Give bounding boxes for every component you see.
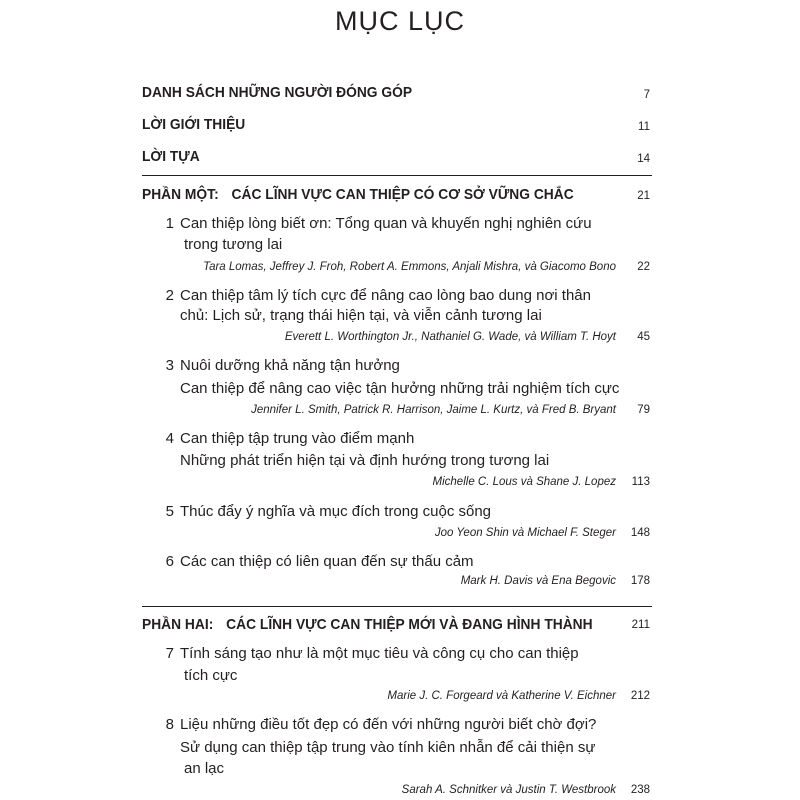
chapter-number: 3: [165, 357, 174, 374]
chapter-title-line: chủ: Lịch sử, trạng thái hiện tại, và viễn cảnh tương lai: [180, 307, 542, 324]
front-matter-label: LỜI GIỚI THIỆU: [142, 116, 246, 133]
chapter-authors: Joo Yeon Shin và Michael F. Steger: [434, 527, 616, 539]
section-divider: [142, 606, 652, 607]
chapter-title-line: Thúc đẩy ý nghĩa và mục đích trong cuộc sống: [180, 503, 492, 520]
chapter-authors: Jennifer L. Smith, Patrick R. Harrison, Jaime L. Kurtz, và Fred B. Bryant: [251, 404, 616, 416]
chapter-title-line: Sử dụng can thiệp tập trung vào tính kiên nhẫn để cải thiện sự: [180, 739, 596, 756]
chapter-title-line: trong tương lai: [184, 236, 283, 253]
chapter-number: 5: [165, 503, 174, 520]
chapter-title-line: Liệu những điều tốt đẹp có đến với những người biết chờ đợi?: [180, 716, 597, 733]
chapter-title-line: Nuôi dưỡng khả năng tận hưởng: [180, 357, 400, 374]
part-title: [142, 616, 593, 633]
chapter-title-line: an lạc: [184, 760, 225, 777]
page-number: 22: [637, 261, 650, 273]
page-number: 178: [630, 575, 650, 587]
front-matter-label: LỜI TỰA: [142, 148, 200, 165]
page-number: 211: [631, 619, 650, 631]
part-label: PHẦN MỘT:: [142, 186, 219, 203]
chapter-authors: Sarah A. Schnitker và Justin T. Westbrook: [401, 784, 616, 796]
chapter-title-line: Can thiệp lòng biết ơn: Tổng quan và khuyến nghị nghiên cứu: [180, 215, 592, 232]
chapter-number: 8: [165, 716, 174, 733]
chapter-authors: Mark H. Davis và Ena Begovic: [460, 575, 616, 587]
chapter-number: 1: [165, 215, 174, 232]
chapter-title-line: Các can thiệp có liên quan đến sự thấu cảm: [180, 553, 474, 570]
part-name: CÁC LĨNH VỰC CAN THIỆP MỚI VÀ ĐANG HÌNH THÀNH: [226, 616, 593, 633]
chapter-title-line: Can thiệp để nâng cao việc tận hưởng những trải nghiệm tích cực: [180, 380, 620, 397]
chapter-title-line: tích cực: [184, 667, 238, 684]
page-number: 113: [631, 476, 650, 488]
page-number: 11: [638, 121, 650, 133]
page-number: 7: [643, 89, 650, 101]
page-number: 148: [630, 527, 650, 539]
chapter-title-line: Những phát triển hiện tại và định hướng trong tương lai: [180, 452, 550, 469]
page-number: 212: [630, 690, 650, 702]
chapter-number: 4: [165, 430, 174, 447]
part-name: CÁC LĨNH VỰC CAN THIỆP CÓ CƠ SỞ VỮNG CHẮC: [231, 186, 574, 203]
chapter-authors: Michelle C. Lous và Shane J. Lopez: [432, 476, 616, 488]
chapter-authors: Marie J. C. Forgeard và Katherine V. Eichner: [387, 690, 616, 702]
page-number: 45: [637, 331, 650, 343]
chapter-number: 6: [165, 553, 174, 570]
section-divider: [142, 175, 652, 176]
chapter-title-line: Tính sáng tạo như là một mục tiêu và công cụ cho can thiệp: [180, 645, 579, 662]
chapter-title-line: Can thiệp tâm lý tích cực để nâng cao lòng bao dung nơi thân: [180, 287, 591, 304]
page-title: MỤC LỤC: [334, 6, 465, 36]
chapter-authors: Everett L. Worthington Jr., Nathaniel G. Wade, và William T. Hoyt: [284, 331, 616, 343]
page-number: 21: [637, 190, 650, 202]
chapter-number: 7: [165, 645, 174, 662]
chapter-authors: Tara Lomas, Jeffrey J. Froh, Robert A. Emmons, Anjali Mishra, và Giacomo Bono: [203, 261, 616, 273]
chapter-number: 2: [165, 287, 174, 304]
chapter-title-line: Can thiệp tập trung vào điểm mạnh: [180, 430, 415, 447]
page-number: 79: [637, 404, 650, 416]
front-matter-label: DANH SÁCH NHỮNG NGƯỜI ĐÓNG GÓP: [142, 84, 413, 101]
part-label: PHẦN HAI:: [142, 616, 214, 633]
part-title: [142, 186, 574, 203]
page-number: 14: [637, 153, 650, 165]
page-number: 238: [630, 784, 650, 796]
